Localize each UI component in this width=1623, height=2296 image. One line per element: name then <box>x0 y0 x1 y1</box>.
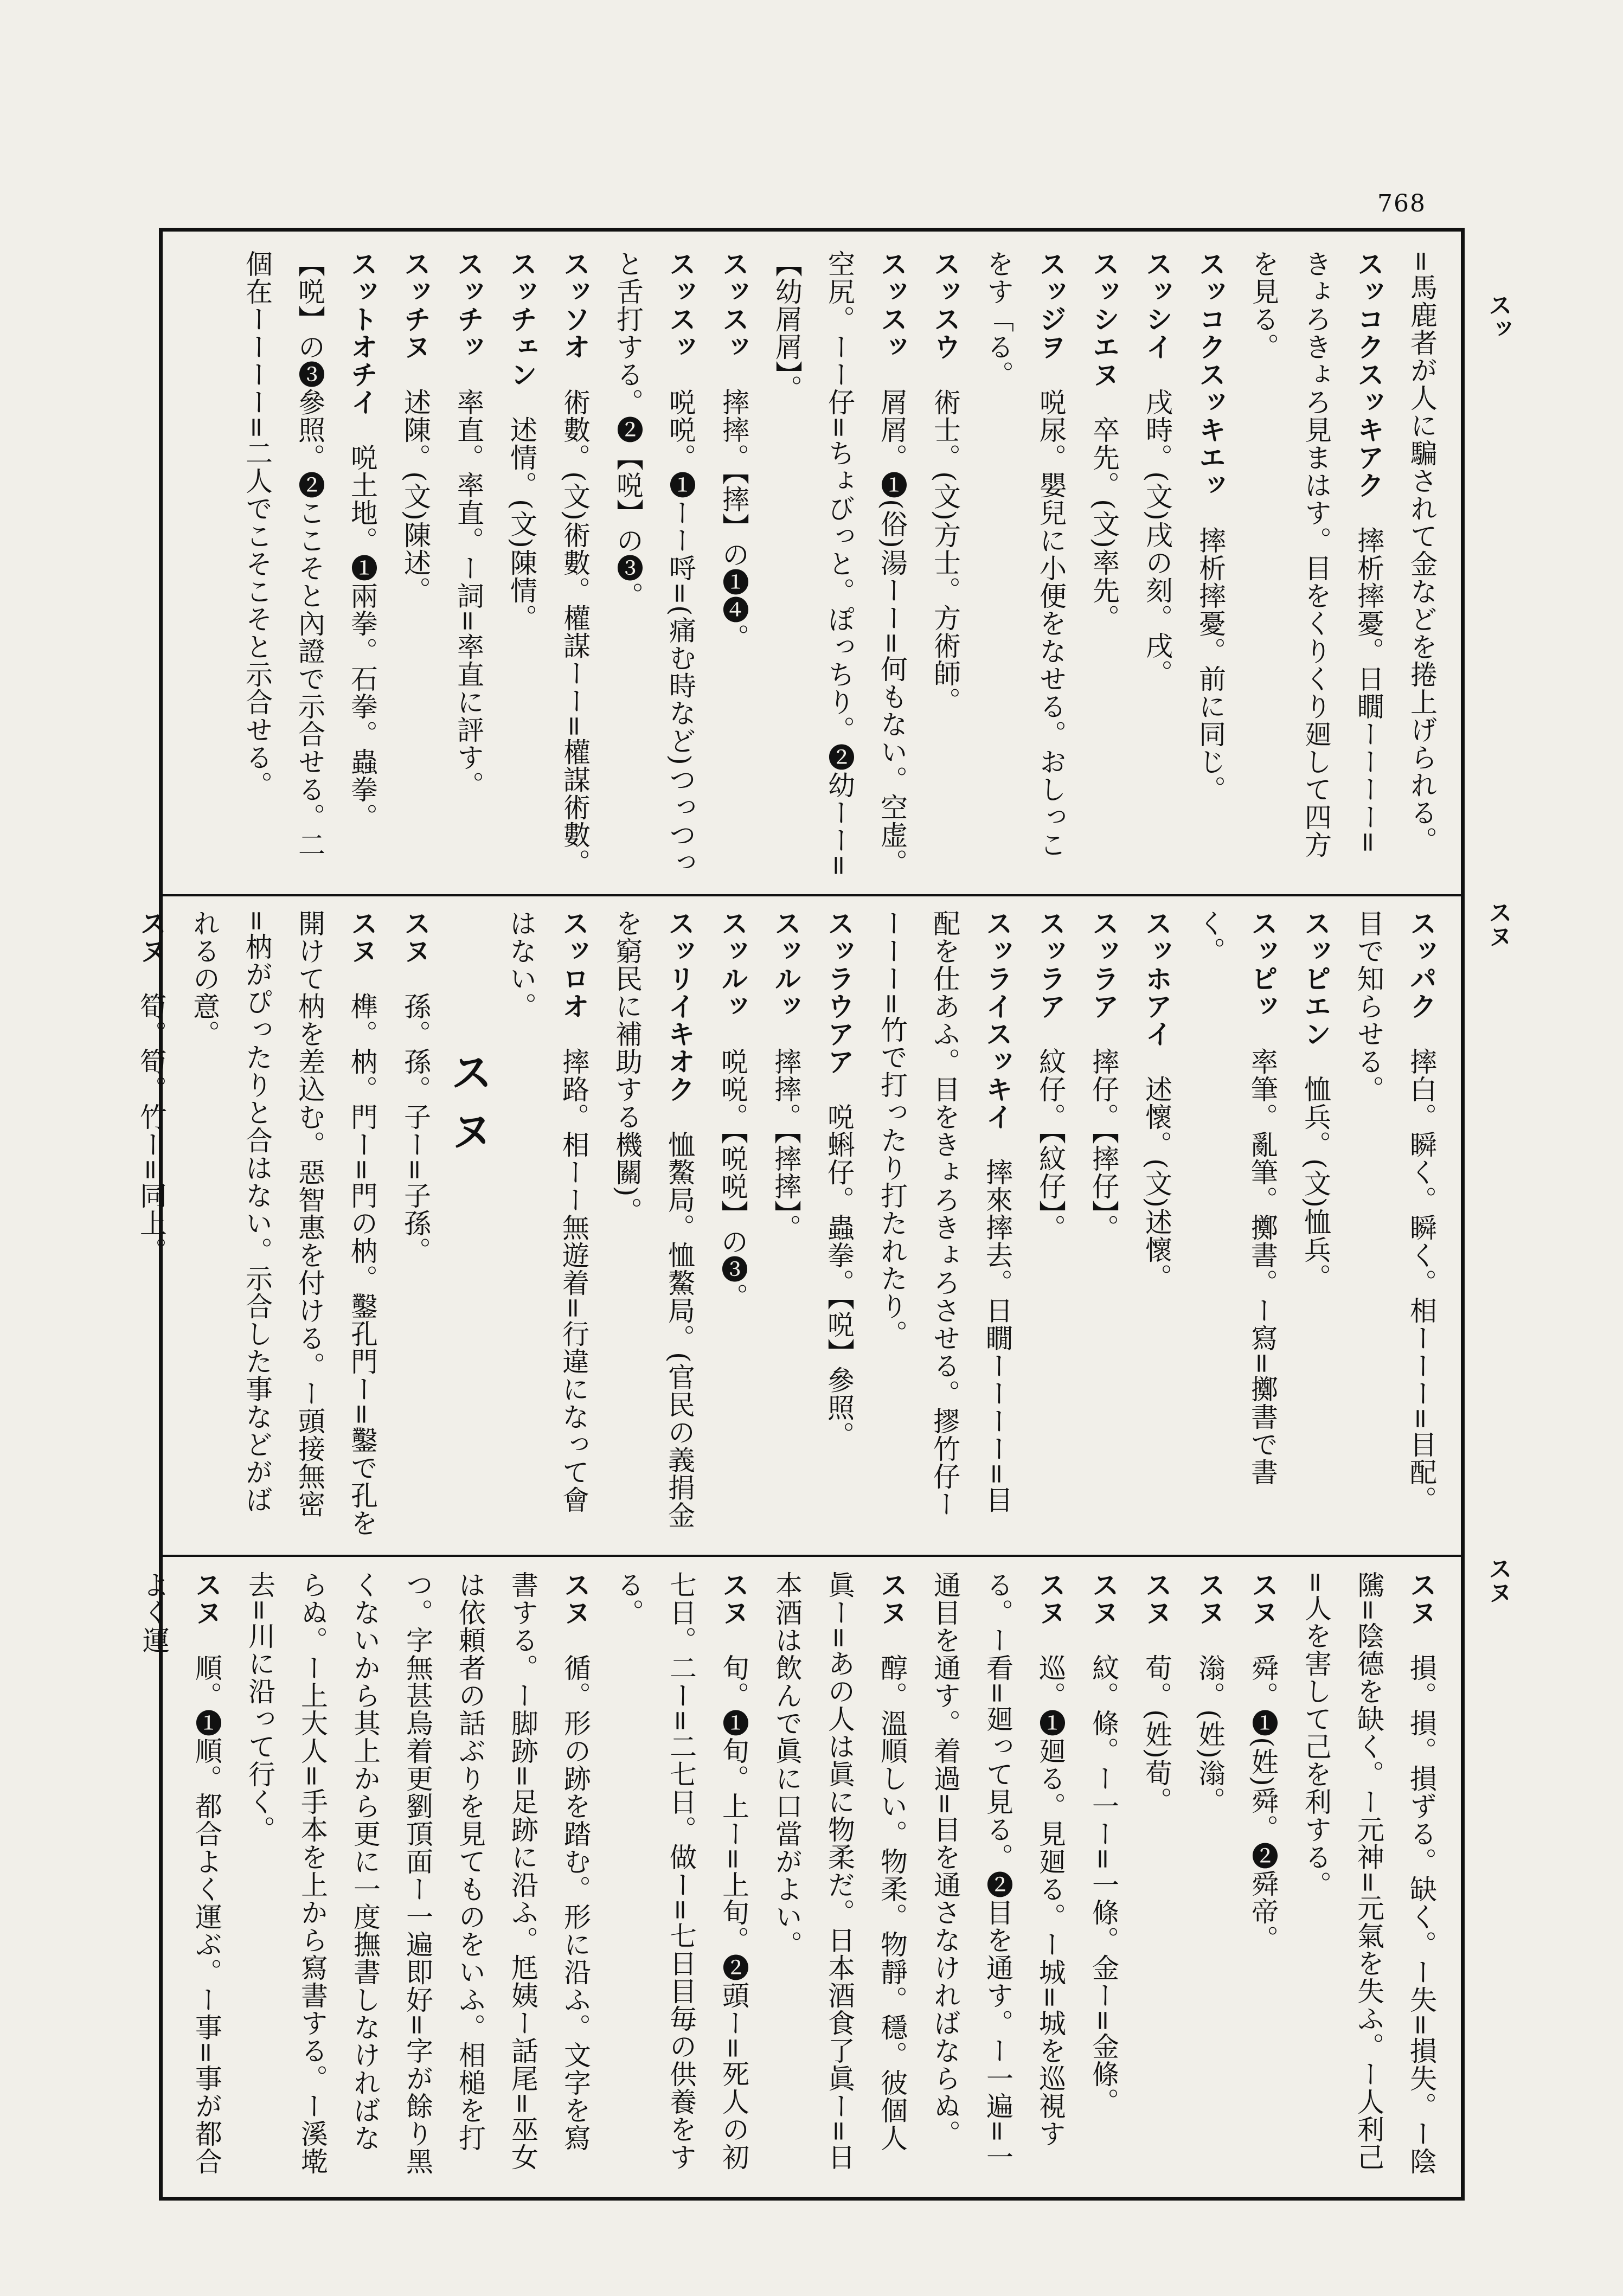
dictionary-entry <box>495 250 548 879</box>
dictionary-entry <box>706 909 759 1538</box>
entry-definition: 述陳。(文)陳述。 <box>400 388 431 605</box>
dictionary-entry <box>602 1571 760 2178</box>
entry-headword: スッホアイ <box>1141 909 1173 1048</box>
dictionary-entry <box>389 909 442 1538</box>
entry-definition: 荀。(姓)荀。 <box>1141 1654 1172 1815</box>
dictionary-entry <box>1183 909 1289 1538</box>
entry-headword: スッスウ <box>929 250 961 361</box>
dictionary-entry <box>1395 250 1448 879</box>
entry-definition: 摔來摔去。日瞯ーーーー=目配を仕あふ。目をきょろきょろさせる。摎竹仔ーーーー=竹で打ったり打たれたり。 <box>876 909 1013 1518</box>
dictionary-entry <box>1077 909 1130 1538</box>
entry-headword: スヌ <box>560 1571 592 1626</box>
dictionary-entry <box>1290 1571 1448 2178</box>
entry-definition: 筍。筍。竹ー=同上。 <box>136 992 167 1265</box>
dictionary-entry <box>127 1571 233 2178</box>
dictionary-entry <box>601 250 707 879</box>
tier-bottom-content <box>138 1571 1448 2178</box>
page-number: 768 <box>1377 190 1426 217</box>
dictionary-entry <box>548 250 601 879</box>
dictionary-entry <box>1130 909 1183 1538</box>
dictionary-entry <box>1237 250 1395 879</box>
entry-headword: スヌ <box>191 1571 223 1626</box>
entry-definition: 摔路。相ーー無遊着=行違になって會はない。 <box>505 909 589 1513</box>
entry-definition: 摔析摔憂。前に同じ。 <box>1195 527 1226 803</box>
margin-label-middle: スヌ <box>1484 900 1512 948</box>
dictionary-entry <box>233 1571 602 2178</box>
entry-definition: 屑屑。❶(俗)湯ーー=何もない。空虚。空尻。ーー仔=ちょびっと。ぽっちり。❷幼ーー=【幼屑屑】。 <box>771 250 908 877</box>
dictionary-entry <box>1342 909 1448 1538</box>
entry-definition: 率直。率直。ー詞=率直に評す。 <box>453 388 484 799</box>
entry-definition: 摔仔。【摔仔】。 <box>1088 1048 1119 1242</box>
entry-definition: 述懷。(文)述懷。 <box>1141 1075 1172 1292</box>
dictionary-entry <box>919 250 972 879</box>
dictionary-entry <box>389 250 442 879</box>
entry-headword: スッソオ <box>559 250 591 361</box>
tier-middle <box>136 909 1448 1538</box>
entry-headword: スッコクスッキアク <box>1353 250 1385 499</box>
dictionary-entry <box>1183 1571 1236 2178</box>
entry-headword: スヌ <box>1035 1571 1067 1626</box>
dictionary-entry <box>1024 909 1077 1538</box>
entry-headword: スッラア <box>1088 909 1120 1020</box>
tier-top <box>176 250 1448 879</box>
margin-label-top: スッ <box>1484 293 1512 341</box>
entry-definition: 滃。(姓)滃。 <box>1194 1654 1226 1815</box>
entry-headword: スヌ <box>718 1571 750 1626</box>
entry-definition: 紋。條。ー一ー=一條。金ー=金條。 <box>1088 1654 1119 2115</box>
entry-headword: スッチヌ <box>400 250 432 361</box>
entry-definition: 巡。❶廻る。見廻る。ー城=城を巡視する。ー看=廻って見る。❷目を通す。ー一遍=一通目を通す。着過=目を通さなければならぬ。 <box>929 1571 1066 2171</box>
entry-definition: 旬。❶旬。上ー=上旬。❷頭ー=死人の初七日。二ー=二七日。做ー=七日目毎の供養をする。 <box>613 1571 749 2171</box>
tier-divider-1 <box>163 894 1461 896</box>
entry-definition: 恤兵。(文)恤兵。 <box>1300 1075 1331 1292</box>
entry-headword: スッスッ <box>665 250 697 361</box>
entry-definition: 舜。❶(姓)舜。❷舜帝。 <box>1247 1654 1279 1953</box>
entry-definition: 摔析摔憂。日瞯ーーーー=きょろきょろ見まはす。目をくりくり廻して四方を見る。 <box>1248 250 1384 858</box>
entry-headword: スッロオ <box>558 909 590 1020</box>
entry-headword: スッピエン <box>1300 909 1332 1048</box>
entry-headword: スッスッ <box>876 250 908 361</box>
entry-headword: スッシエヌ <box>1088 250 1120 388</box>
entry-headword: スッスッ <box>718 250 750 361</box>
entry-headword: スッチッ <box>453 250 485 361</box>
dictionary-entry <box>865 909 1024 1538</box>
dictionary-entry <box>759 909 812 1538</box>
dictionary-entry <box>1236 1571 1290 2178</box>
entry-definition: 術士。(文)方士。方術師。 <box>929 388 961 715</box>
tier-divider-2 <box>163 1555 1461 1557</box>
entry-headword: スヌ <box>1088 1571 1120 1626</box>
dictionary-entry <box>1077 250 1131 879</box>
entry-headword: スヌ <box>400 909 432 965</box>
entry-definition: 率筆。亂筆。擲書。ー寫=擲書で書く。 <box>1194 909 1278 1486</box>
entry-headword: スッコクスッキエッ <box>1195 250 1227 499</box>
entry-headword: スッパク <box>1406 909 1438 1020</box>
entry-headword: スヌ <box>1194 1571 1226 1626</box>
dictionary-entry <box>919 1571 1077 2178</box>
entry-headword: スヌ <box>1247 1571 1279 1626</box>
entry-definition: 哾哾。【哾哾】の❸。 <box>717 1048 748 1311</box>
entry-definition: 卒先。(文)率先。 <box>1088 416 1120 632</box>
entry-definition: 醇。溫順しい。物柔。物靜。穩。彼個人眞ー=あの人は眞に物柔だ。日本酒食了眞ー=日本酒は飲んで眞に口當がよい。 <box>771 1571 908 2171</box>
tier-top-content <box>176 250 1448 879</box>
section-heading: スヌ <box>444 1050 493 1168</box>
dictionary-entry <box>178 909 389 1538</box>
dictionary-entry <box>760 250 919 879</box>
dictionary-entry <box>442 250 495 879</box>
entry-definition: 恤鰲局。恤鰲局。(官民の義捐金を窮民に補助する機關)。 <box>611 909 695 1529</box>
dictionary-entry <box>495 909 600 1538</box>
dictionary-entry <box>1131 250 1184 879</box>
entry-headword: スッルッ <box>717 909 749 1020</box>
dictionary-entry <box>972 250 1077 879</box>
entry-definition: 摔摔。【摔】の❶❹。 <box>718 388 749 651</box>
entry-definition: 摔白。瞬く。瞬く。相ーーー=目配。目で知らせる。 <box>1353 909 1437 1513</box>
entry-headword: スットオチイ <box>347 250 379 416</box>
entry-headword: スッルッ <box>770 909 802 1020</box>
entry-definition: 哾尿。嬰兒に小便をなせる。おしっこをす「る。 <box>983 250 1067 858</box>
entry-headword: スッピッ <box>1247 909 1279 1020</box>
dictionary-entry <box>812 909 865 1538</box>
dictionary-entry <box>125 909 178 1538</box>
entry-definition: 戌時。(文)戌の刻。戌。 <box>1141 388 1173 688</box>
entry-definition: 循。形の跡を踏む。形に沿ふ。文字を寫書する。ー脚跡=足跡に沿ふ。尪姨ー話尾=巫女は依頼者の話ぶりを見てものをいふ。相槌を打つ。字無甚烏着更劉頂面ー一遍即好=字が餘り黑くないから其上から更に一度撫書しなければならぬ。ー上大人=手本を上から寫書する。ー溪墘去=川に沿って行く。 <box>244 1571 591 2175</box>
entry-definition: 哾土地。❶兩拳。石拳。蟲拳。【哾】の❸參照。❷ここそと內證で示合せる。二個在ーーーー=二人でこそこそと示合せる。 <box>241 250 378 858</box>
entry-definition: 述情。(文)陳情。 <box>506 416 537 632</box>
dictionary-entry <box>760 1571 919 2178</box>
entry-definition: =馬鹿者が人に騙されて金などを捲上げられる。 <box>1406 250 1438 854</box>
entry-headword: スヌ <box>1406 1571 1438 1626</box>
dictionary-entry <box>230 250 389 879</box>
entry-definition: 順。❶順。都合よく運ぶ。ー事=事が都合よく運 <box>138 1571 222 2175</box>
entry-headword: スッリイキオク <box>664 909 696 1103</box>
dictionary-entry <box>1130 1571 1183 2178</box>
entry-definition: 紋仔。【紋仔】。 <box>1035 1048 1066 1242</box>
entry-headword: スヌ <box>876 1571 908 1626</box>
entry-headword: スッライスッキイ <box>982 909 1013 1131</box>
entry-definition: 孫。孫。子ー=子孫。 <box>400 992 431 1265</box>
entry-headword: スッジヲ <box>1035 250 1067 361</box>
dictionary-entry <box>1289 909 1342 1538</box>
entry-definition: 損。損。損ずる。缺く。ー失=損失。ー陰隲=陰德を缺く。ー元神=元氣を失ふ。ー人利己=人を害して己を利する。 <box>1300 1571 1437 2175</box>
dictionary-entry <box>600 909 706 1538</box>
entry-definition: 哾哾。❶ーー哷=(痛む時など)つっつっと舌打する。❷【哾】の❸。 <box>612 250 696 876</box>
entry-headword: スッチェン <box>506 250 538 388</box>
entry-headword: スヌ <box>347 909 379 965</box>
entry-definition: 摔摔。【摔摔】。 <box>770 1048 801 1242</box>
entry-headword: スヌ <box>1141 1571 1173 1626</box>
tier-bottom <box>138 1571 1448 2178</box>
dictionary-entry <box>1184 250 1237 879</box>
entry-definition: 榫。枘。門ー=門の枘。鑿孔門ー=鑿で孔を開けて枘を差込む。惡智惠を付ける。ー頭接無密=枘がぴったりと合はない。示合した事などがばれるの意。 <box>189 909 378 1537</box>
dictionary-entry <box>1077 1571 1130 2178</box>
dictionary-frame <box>136 228 1465 2201</box>
entry-headword: スッシイ <box>1141 250 1173 361</box>
tier-middle-content <box>136 909 1448 1538</box>
entry-definition: 哾蝌仔。蟲拳。【哾】參照。 <box>823 1103 855 1449</box>
entry-headword: スヌ <box>136 909 168 965</box>
entry-definition: 術數。(文)術數。權謀ーー=權謀術數。 <box>559 388 591 876</box>
dictionary-entry <box>707 250 760 879</box>
entry-headword: スッラア <box>1035 909 1067 1020</box>
entry-headword: スッラウアア <box>823 909 855 1075</box>
margin-label-bottom: スヌ <box>1484 1556 1512 1604</box>
